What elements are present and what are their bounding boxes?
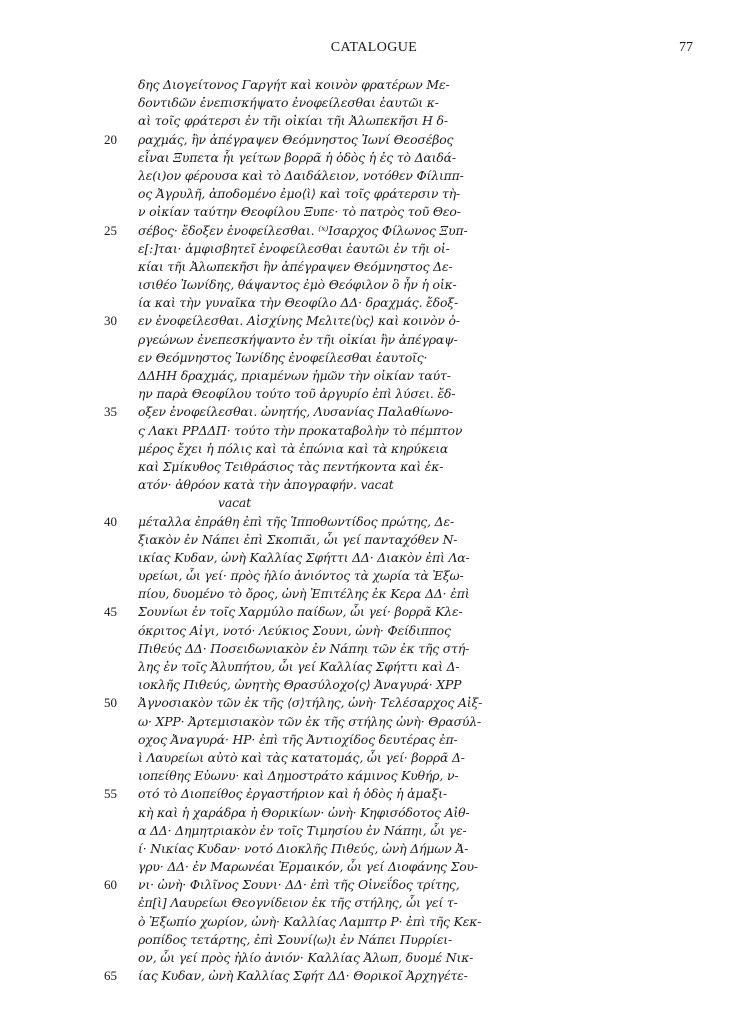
line-text: κίαι τῆι Ἀλωπεκῆσι ἣν ἀπέγραψεν Θεόμνηστος Δε- <box>138 258 453 274</box>
text-line <box>0 749 748 767</box>
text-line <box>0 531 748 549</box>
line-text: Σουνίωι ἐν τοῖς Χαρμύλο παίδων, ὧι γεί· βορρᾶ Κλε- <box>138 604 463 620</box>
text-line <box>0 367 748 385</box>
text-line <box>0 949 748 967</box>
line-text: πίου, δυομένο τὸ ὄρος, ὠνὴ Ἐπιτέλης ἐκ Κερα ΔΔ· ἐπὶ <box>138 586 470 602</box>
text-line <box>0 967 748 985</box>
text-line <box>0 622 748 640</box>
text-line <box>0 767 748 785</box>
text-line <box>0 713 748 731</box>
text-line <box>0 549 748 567</box>
line-text: ὸ Ἐξωπίο χωρίον, ὠνὴ· Καλλίας Λαμπτρ Ρ· ἐπὶ τῆς Κεκ- <box>138 913 482 929</box>
text-line <box>0 167 748 185</box>
line-text: μέρος ἔχει ἡ πόλις καὶ τὰ ἐπώνια καὶ τὰ κηρύκεια <box>138 440 449 456</box>
text-line <box>0 567 748 585</box>
text-line <box>0 403 748 421</box>
text-line <box>0 658 748 676</box>
line-text: ΔΔΗΗ δραχμάς, πριαμένων ἡμῶν τὴν οἰκίαν ταύτ- <box>138 368 451 383</box>
line-text: ισιθέο Ἰωνίδης, θάψαντος ἐμὸ Θεόφιλον ὃ ἦν ἡ οἰκ- <box>138 277 457 293</box>
line-text: ραχμάς, ἣν ἀπέγραψεν Θεόμνηστος Ἰωνί Θεοσέβος <box>138 131 454 147</box>
text-line <box>0 676 748 694</box>
line-text: Ἀγνοσιακὸν τῶν ἐκ τῆς ⟨σ⟩τήλης, ὠνὴ· Τελέσαρχος Αἰξ- <box>138 695 483 711</box>
line-number: 30 <box>104 313 117 329</box>
line-text: δης Διογείτονος Γαργήτ καὶ κοινὸν φρατέρων Με- <box>138 77 450 92</box>
line-text: εἶναι Ξυπετα ἧι γείτων βορρᾶ ἡ ὁδὸς ἡ ἐς τὸ Δαιδά- <box>138 149 456 165</box>
text-line <box>0 731 748 749</box>
text-line <box>0 149 748 167</box>
text-line <box>0 876 748 894</box>
text-line <box>0 331 748 349</box>
line-text: δοντιδῶν ἐνεπισκήψατο ἐνοφείλεσθαι ἑαυτῶι κ- <box>138 95 439 111</box>
line-number: 50 <box>104 695 117 711</box>
text-line <box>0 476 748 494</box>
text-line <box>0 640 748 658</box>
line-text: λε(ι)ον φέρουσα καὶ τὸ Δαιδάλειον, νοτόθεν Φίλιππ- <box>138 167 464 183</box>
inscription-text <box>0 76 748 985</box>
line-text: ος Ἀγρυλῆ, ἀποδομένο ἐμο⟨ὶ⟩ καὶ τοῖς φράτερσιν τὴ- <box>138 186 461 202</box>
line-text: ε[:]ται· ἀμφισβητεῖ ἐνοφείλεσθαι ἑαυτῶι ἐν τῆι οἰ- <box>138 240 450 256</box>
line-text: γρυ· ΔΔ· ἐν Μαρωνέαι Ἑρμαικόν, ὧι γεί Διοφάνης Σου- <box>138 859 478 875</box>
line-text: εν Θεόμνηστος Ἰωνίδης ἐνοφείλεσθαι ἑαυτοῖς· <box>138 349 428 365</box>
text-line <box>0 276 748 294</box>
text-line <box>0 312 748 330</box>
text-line <box>0 240 748 258</box>
line-text: όκριτος Αἰγι, νοτό· Λεύκιος Σουνι, ὠνὴ· Φείδιππος <box>138 622 451 638</box>
text-line <box>0 513 748 531</box>
line-number: 55 <box>104 786 117 802</box>
line-text: καὶ Σμίκυθος Τειθράσιος τὰς πεντήκοντα καὶ ἑκ- <box>138 458 444 474</box>
running-title: CATALOGUE <box>330 40 418 55</box>
text-line <box>0 131 748 149</box>
line-number: 35 <box>104 404 117 420</box>
text-line <box>0 694 748 712</box>
line-text: ἐπ[ὶ] Λαυρείωι Θεογνίδειον ἐκ τῆς στήλης, ὧι γεί τ- <box>138 895 458 911</box>
text-line <box>0 294 748 312</box>
line-text: ιοπείθης Εὐωνυ· καὶ Δημοστράτο κάμινος Κυθήρ, ν- <box>138 768 459 784</box>
text-line <box>0 822 748 840</box>
text-line <box>0 203 748 221</box>
line-text: ὶ Λαυρείωι αὐτὸ καὶ τὰς κατατομάς, ὧι γεί· βορρᾶ Δ- <box>138 749 465 765</box>
text-line <box>0 494 748 512</box>
line-number: 65 <box>104 968 117 984</box>
line-text: Πιθεύς ΔΔ· Ποσειδωνιακὸν ἐν Νάπηι τῶν ἐκ τῆς στή- <box>138 640 470 656</box>
line-number: 20 <box>104 131 117 147</box>
text-line <box>0 440 748 458</box>
text-line <box>0 185 748 203</box>
line-text: εν ἐνοφείλεσθαι. Αἰσχίνης Μελιτε⟨ὺς⟩ καὶ κοινὸν ὀ- <box>138 313 460 329</box>
line-text: ς Λακι ΡΡΔΔΠ· τούτο τὴν προκαταβολὴν τὸ πέμπτον <box>138 422 463 438</box>
text-line <box>0 913 748 931</box>
line-text: οξεν ἐνοφείλεσθαι. ὠνητής, Λυσανίας Παλαθίωνο- <box>138 404 453 420</box>
line-text: κὴ καὶ ἡ χαράδρα ἡ Θορικίων· ὠνὴ· Κηφισόδοτος Αἰθ- <box>138 804 470 820</box>
line-text: ιοκλῆς Πιθεύς, ὠνητὴς Θρασύλοχο⟨ς⟩ Ἀναγυρά· ΧΡΡ <box>138 677 462 693</box>
line-text: ατόν· ἀθρόον κατὰ τὴν ἀπογραφήν. vacat <box>138 477 394 493</box>
text-line <box>0 585 748 603</box>
text-line <box>0 222 748 240</box>
line-number: 60 <box>104 877 117 893</box>
text-line <box>0 422 748 440</box>
line-text: vacat <box>218 495 251 511</box>
text-line <box>0 76 748 94</box>
text-line <box>0 94 748 112</box>
line-text: ί· Νικίας Κυδαν· νοτό Διοκλῆς Πιθεύς, ὠνὴ Δήμων Ἀ- <box>138 840 469 856</box>
line-text: ργεώνων ἐνεπεσκήψαντο ἐν τῆι οἰκίαι ἣν ἀπέγραψ- <box>138 331 458 347</box>
line-text: ν οἰκίαν ταύτην Θεοφίλου Ξυπε· τὸ πατρὸς τοῦ Θεο- <box>138 204 461 220</box>
text-line <box>0 894 748 912</box>
text-line <box>0 603 748 621</box>
line-text: σέβος· ἔδοξεν ἐνοφείλεσθαι. ⁽ˣ⁾Ισαρχος Φίλωνος Ξυπ- <box>138 222 468 238</box>
line-text: ξιακὸν ἐν Νάπει ἐπὶ Σκοπιᾶι, ὧι γεί πανταχόθεν Ν- <box>138 531 458 547</box>
page-number: 77 <box>679 40 693 55</box>
line-text: οχος Ἀναγυρά· ΗΡ· ἐπὶ τῆς Ἀντιοχίδος δευτέρας ἐπ- <box>138 731 458 747</box>
line-text: α ΔΔ· Δημητριακὸν ἐν τοῖς Τιμησίου ἐν Νάπηι, ὧι γε- <box>138 822 467 838</box>
line-number: 40 <box>104 513 117 529</box>
text-line <box>0 349 748 367</box>
line-text: ία καὶ τὴν γυναῖκα τὴν Θεοφίλο ΔΔ· δραχμάς. ἔδοξ- <box>138 295 458 311</box>
text-line <box>0 258 748 276</box>
line-number: 25 <box>104 222 117 238</box>
text-line <box>0 804 748 822</box>
line-text: ον, ὧι γεί πρὸς ἡλίο ἀνιόν· Καλλίας Ἀλωπ, δυομέ Νικ- <box>138 950 474 965</box>
line-text: ικίας Κυδαν, ὠνὴ Καλλίας Σφήττι ΔΔ· Διακὸν ἐπὶ Λα- <box>138 549 470 565</box>
line-text: ω· ΧΡΡ· Ἀρτεμισιακὸν τῶν ἐκ τῆς στήλης ὠνὴ· Θρασύλ- <box>138 713 482 729</box>
text-line <box>0 858 748 876</box>
line-text: υρείωι, ὧι γεί· πρὸς ἡλίο ἀνιόντος τὰ χωρία τὰ Ἐξω- <box>138 568 464 584</box>
line-number: 45 <box>104 604 117 620</box>
text-line <box>0 931 748 949</box>
line-text: αὶ τοῖς φράτερσι ἐν τῆι οἰκίαι τῆι Ἀλωπεκῆσι Η δ- <box>138 113 448 129</box>
line-text: οτό τὸ Διοπείθος ἐργαστήριον καὶ ἡ ὁδὸς ἡ ἁμαξι- <box>138 786 447 802</box>
text-line <box>0 840 748 858</box>
line-text: ροπίδος τετάρτης, ἐπὶ Σουνί⟨ω⟩ι ἐν Νάπει Πυρρίει- <box>138 931 452 947</box>
text-line <box>0 785 748 803</box>
line-text: νι· ὠνὴ· Φιλῖνος Σουνι· ΔΔ· ἐπὶ τῆς Οἰνεΐδος τρίτης, <box>138 877 460 893</box>
line-text: λης ἐν τοῖς Ἀλυπήτου, ὧι γεί Καλλίας Σφήττι καὶ Δ- <box>138 659 460 674</box>
page-header <box>0 40 748 60</box>
text-line <box>0 112 748 130</box>
text-line <box>0 458 748 476</box>
line-text: ην παρὰ Θεοφίλου τούτο τοῦ ἀργυρίο ἐπὶ λύσει. ἔδ- <box>138 386 456 402</box>
line-text: ίας Κυδαν, ὠνὴ Καλλίας Σφήτ ΔΔ· Θορικοῖ Ἀρχηγέτε- <box>138 968 468 984</box>
text-line <box>0 385 748 403</box>
line-text: μέταλλα ἐπράθη ἐπὶ τῆς Ἱπποθωντίδος πρώτης, Δε- <box>138 513 455 529</box>
